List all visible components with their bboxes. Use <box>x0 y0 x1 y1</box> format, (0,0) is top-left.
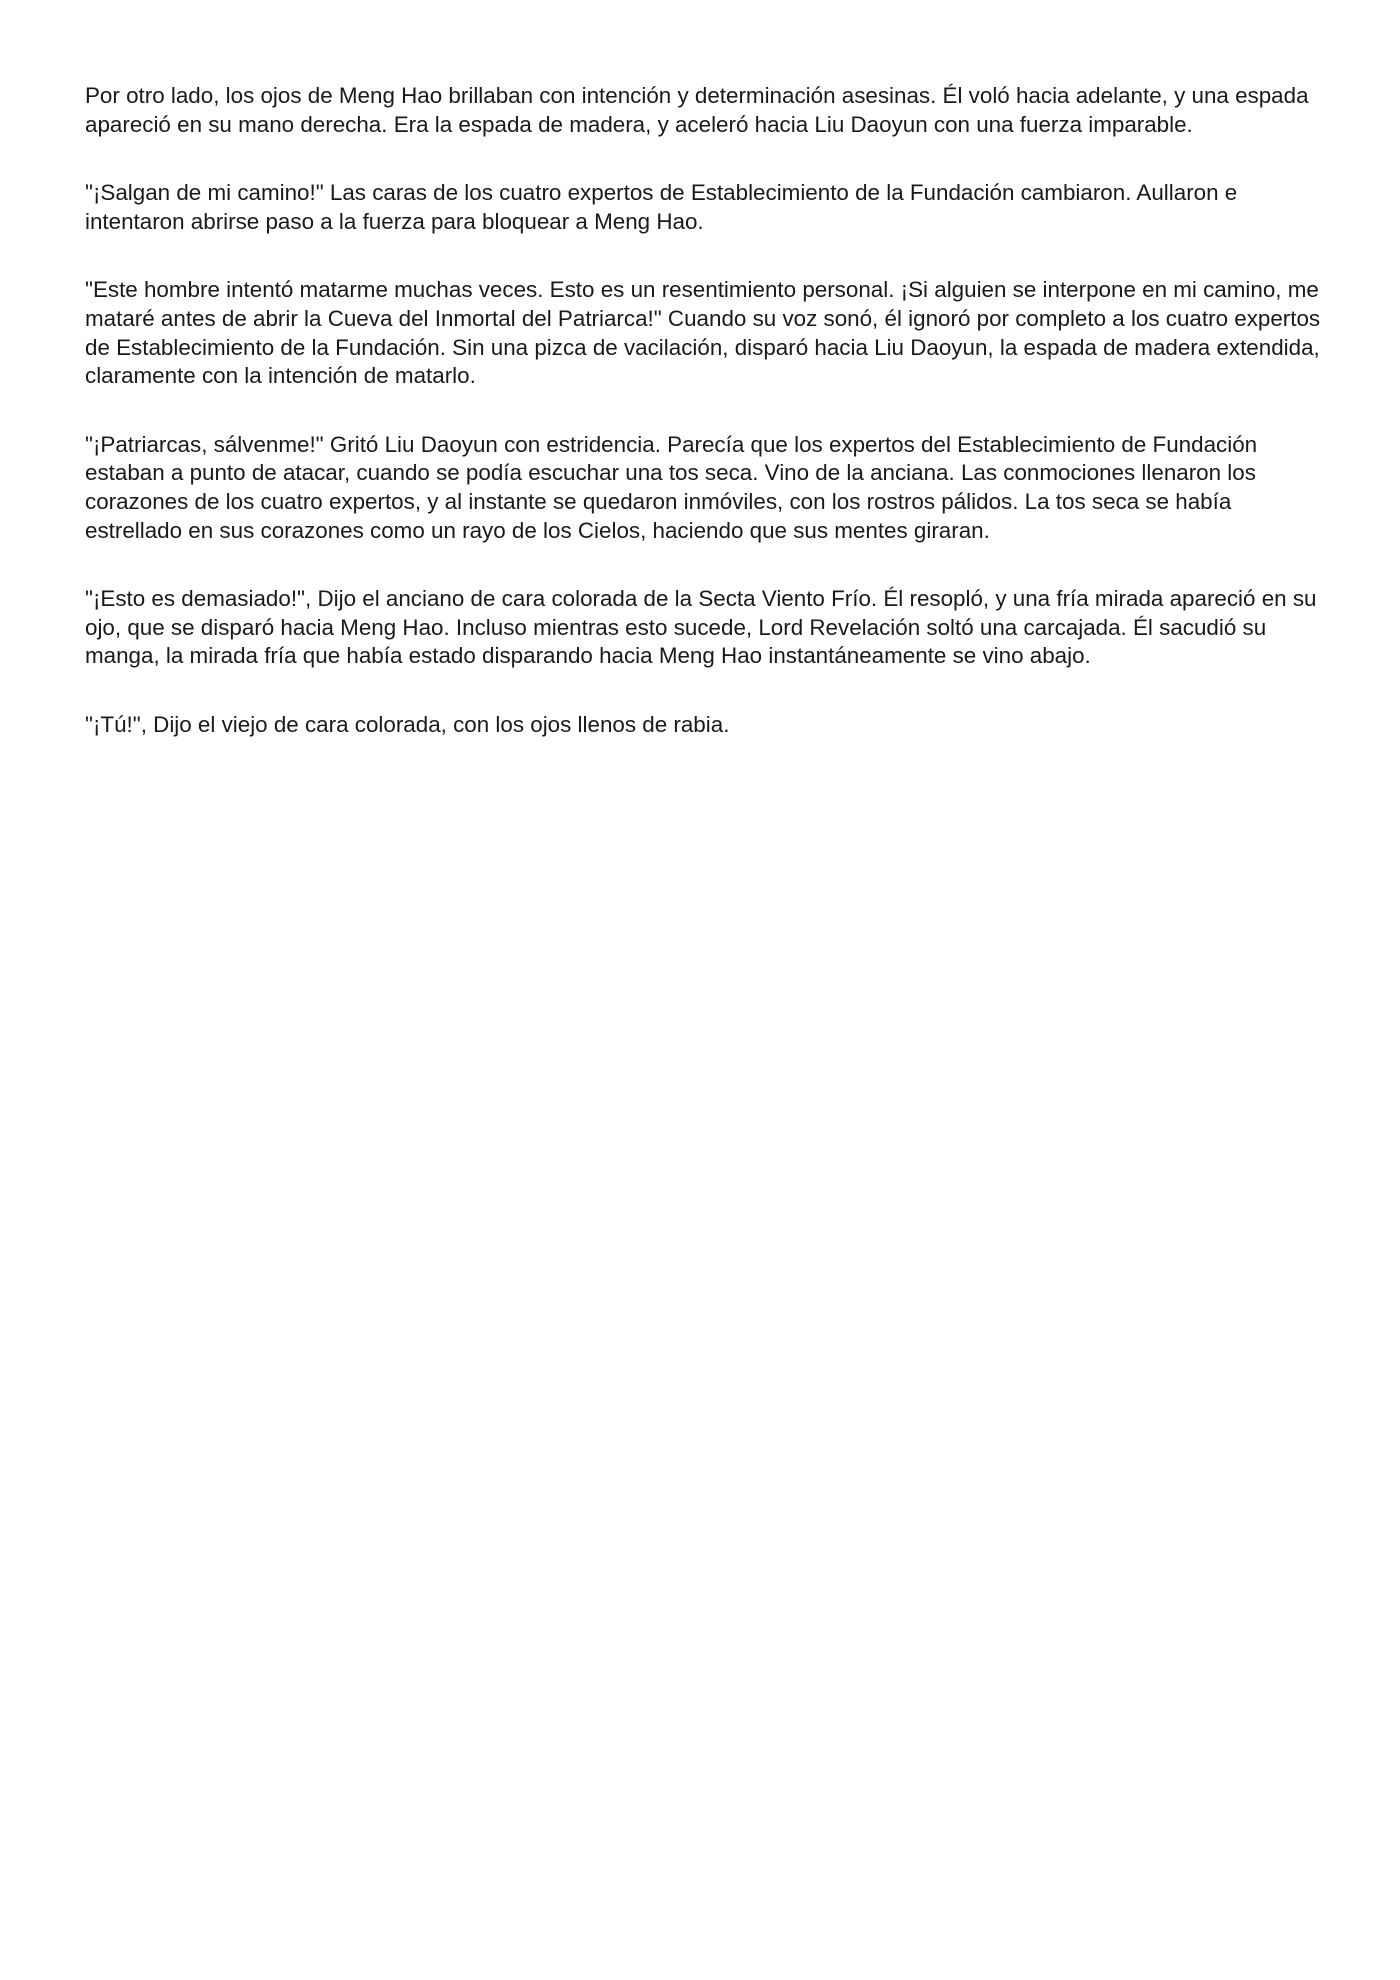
paragraph-4: "¡Patriarcas, sálvenme!" Gritó Liu Daoyun con estridencia. Parecía que los expertos del Establecimiento de Fundación estaban a punto de atacar, cuando se podía escuchar una tos seca. Vino de la anciana. Las conmociones llenaron los corazones de los cuatro expertos, y al instante se quedaron inmóviles, con los rostros pálidos. La tos seca se había estrellado en sus corazones como un rayo de los Cielos, haciendo que sus mentes giraran. <box>85 431 1258 543</box>
paragraph-3: "Este hombre intentó matarme muchas veces. Esto es un resentimiento personal. ¡Si alguien se interpone en mi camino, me mataré antes de abrir la Cueva del Inmortal del Patriarca!" Cuando su voz sonó, él ignoró por completo a los cuatro expertos de Establecimiento de la Fundación. Sin una pizca de vacilación, disparó hacia Liu Daoyun, la espada de madera extendida, claramente con la intención de matarlo. <box>85 277 1321 389</box>
paragraph-1: Por otro lado, los ojos de Meng Hao brillaban con intención y determinación asesinas. Él voló hacia adelante, y una espada apareció en su mano derecha. Era la espada de madera, y aceleró hacia Liu Daoyun con una fuerza imparable. <box>85 83 1309 137</box>
paragraph-2: "¡Salgan de mi camino!" Las caras de los cuatro expertos de Establecimiento de la Fundación cambiaron. Aullaron e intentaron abrirse paso a la fuerza para bloquear a Meng Hao. <box>85 180 1238 234</box>
document-body <box>85 82 1325 780</box>
paragraph-6: "¡Tú!", Dijo el viejo de cara colorada, con los ojos llenos de rabia. <box>85 711 730 737</box>
paragraph-5: "¡Esto es demasiado!", Dijo el anciano de cara colorada de la Secta Viento Frío. Él resopló, y una fría mirada apareció en su ojo, que se disparó hacia Meng Hao. Incluso mientras esto sucede, Lord Revelación soltó una carcajada. Él sacudió su manga, la mirada fría que había estado disparando hacia Meng Hao instantáneamente se vino abajo. <box>85 586 1317 669</box>
